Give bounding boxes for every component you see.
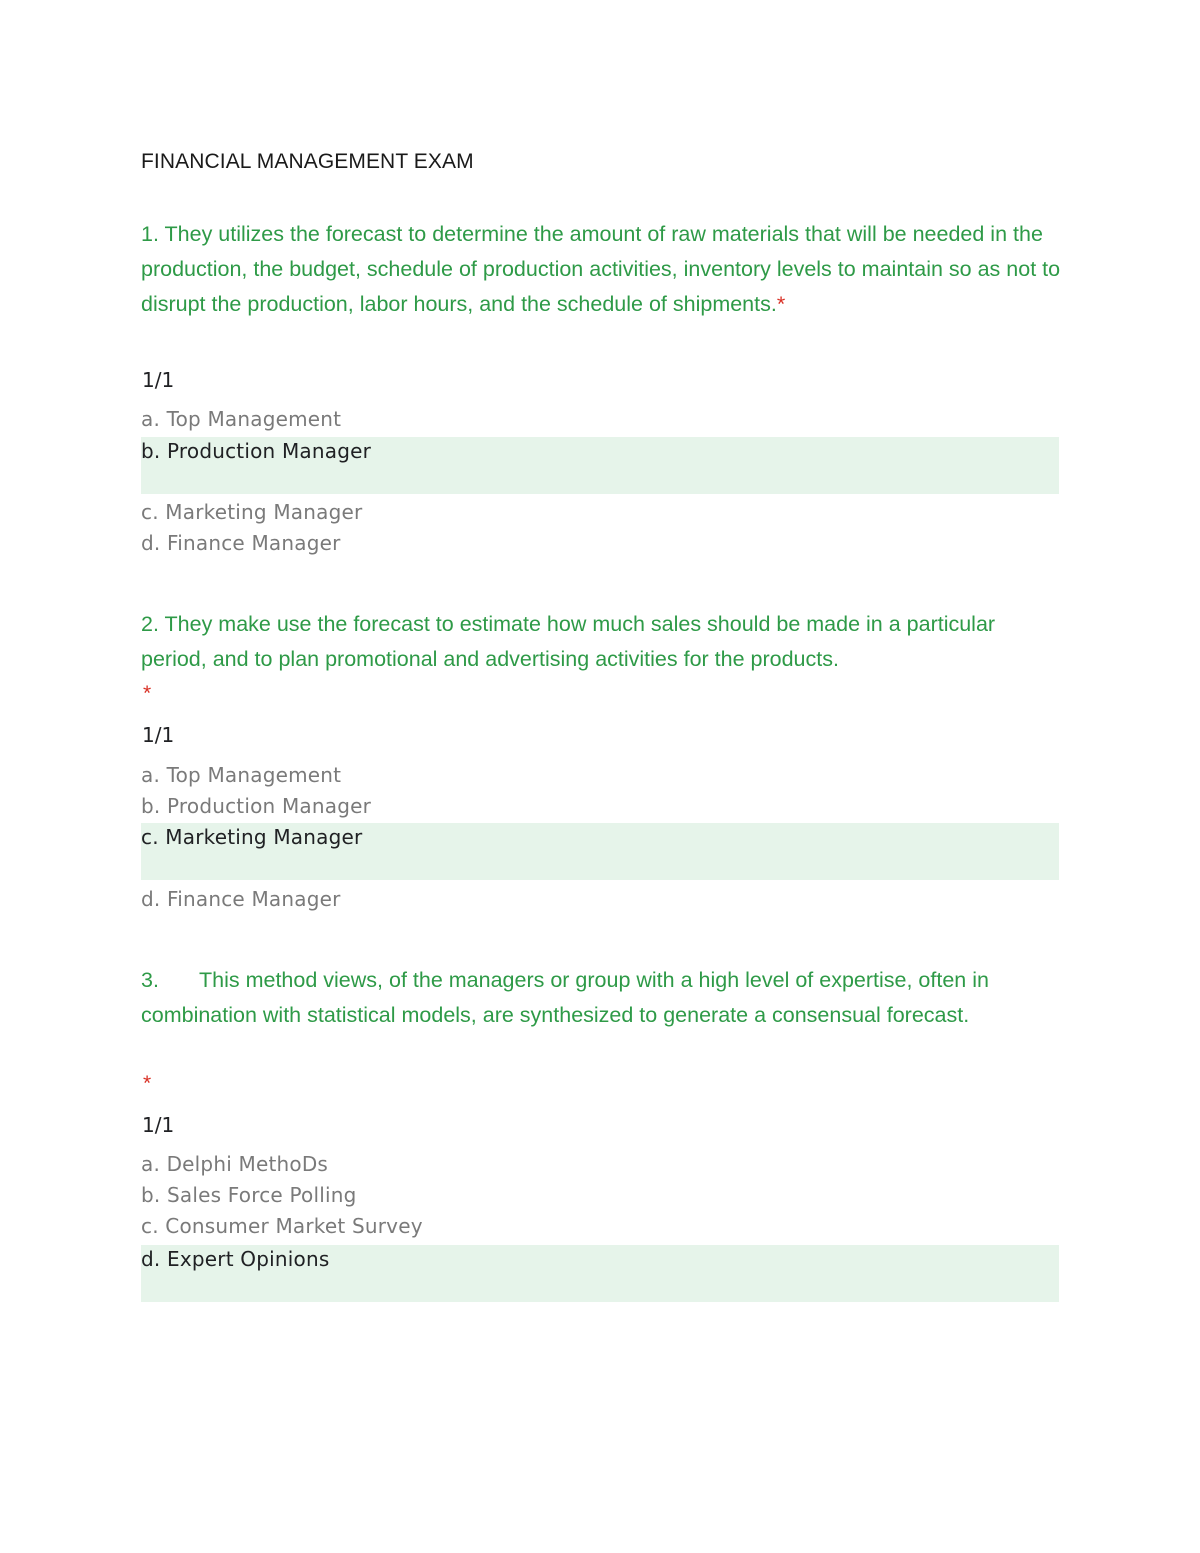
question-3-option-a: a. Delphi MethoDs [141, 1152, 329, 1176]
question-1-option-d: d. Finance Manager [141, 531, 341, 555]
question-3-number: 3. [141, 968, 159, 992]
question-1-option-c: c. Marketing Manager [141, 500, 363, 524]
question-3-option-d-correct: d. Expert Opinions [141, 1245, 1059, 1302]
question-3-text: This method views, of the managers or group with a high level of expertise, often in combination with statistical models, are synthesized to generate a consensual forecast. [141, 968, 989, 1027]
question-3-option-b: b. Sales Force Polling [141, 1183, 357, 1207]
question-1 [141, 217, 1061, 322]
question-2 [141, 607, 1061, 677]
question-1-score: 1/1 [142, 368, 175, 392]
question-2-text: 2. They make use the forecast to estimate how much sales should be made in a particular period, and to plan promotional and advertising activities for the products. [141, 612, 996, 671]
question-3-score: 1/1 [142, 1113, 175, 1137]
question-1-text: 1. They utilizes the forecast to determine the amount of raw materials that will be needed in the production, the budget, schedule of production activities, inventory levels to maintain so as not to disrupt the production, labor hours, and the schedule of shipments. [141, 222, 1061, 316]
question-3 [141, 963, 1061, 1033]
exam-title: FINANCIAL MANAGEMENT EXAM [141, 150, 474, 173]
question-2-option-d: d. Finance Manager [141, 887, 341, 911]
question-2-required-mark: * [143, 682, 152, 705]
question-2-option-c-correct: c. Marketing Manager [141, 823, 1059, 880]
required-mark: * [776, 292, 786, 316]
question-2-score: 1/1 [142, 723, 175, 747]
question-3-option-c: c. Consumer Market Survey [141, 1214, 423, 1238]
question-1-option-a: a. Top Management [141, 407, 342, 431]
question-1-option-b-correct: b. Production Manager [141, 437, 1059, 494]
question-2-option-a: a. Top Management [141, 763, 342, 787]
question-3-required-mark: * [143, 1072, 152, 1095]
question-2-option-b: b. Production Manager [141, 794, 372, 818]
